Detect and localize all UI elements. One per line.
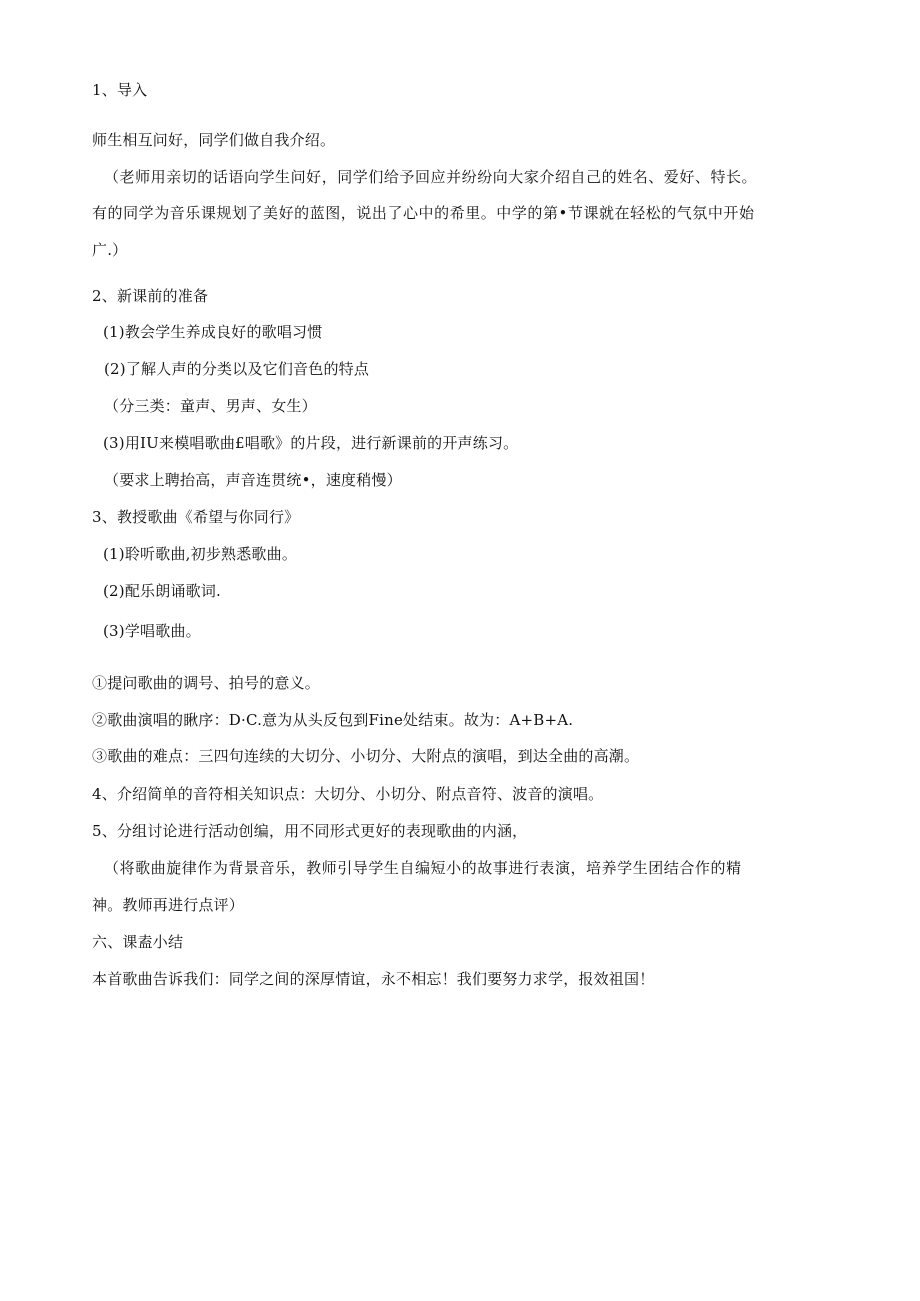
paragraph-teacher-note-line-2: 有的同学为音乐课规划了美好的蓝图，说出了心中的希里。中学的第•节课就在轻松的气氛中开始 <box>92 204 755 222</box>
list-item-recite-lyrics: (2)配乐朗诵歌词. <box>103 582 222 600</box>
section-heading-preparation: 2、新课前的准备 <box>92 287 209 305</box>
list-item-learn-singing: (3)学唱歌曲。 <box>103 622 201 640</box>
list-item-voice-classification: (2)了解人声的分类以及它们音色的特点 <box>104 360 370 378</box>
list-item-singing-habits: (1)教会学生养成良好的歌唱习惯 <box>103 323 323 341</box>
section-heading-teaching-song: 3、教授歌曲《希望与你同行》 <box>92 508 300 526</box>
note-three-voice-types: （分三类：童声、男声、女生） <box>104 397 317 415</box>
paragraph-summary: 本首歌曲告诉我们：同学之间的深厚情谊，永不相忘！我们要努力求学，报效祖国！ <box>92 970 655 988</box>
note-activity-line-1: （将歌曲旋律作为背景音乐，教师引导学生自编短小的故事进行表演，培养学生团结合作的精 <box>104 859 742 877</box>
section-heading-note-knowledge: 4、介绍简单的音符相关知识点：大切分、小切分、附点音符、波音的演唱。 <box>92 785 604 803</box>
note-warmup-requirements: （要求上聘抬高，声音连贯统•，速度稍慢） <box>104 471 402 489</box>
paragraph-teacher-note-line-1: （老师用亲切的话语向学生问好，同学们给予回应并纷纷向大家介绍自己的姓名、爱好、特长。 <box>104 168 758 186</box>
section-heading-summary: 六、课盍小结 <box>92 933 184 951</box>
section-heading-intro: 1、导入 <box>92 81 148 99</box>
list-item-listen-song: (1)聆听歌曲,初步熟悉歌曲。 <box>103 545 298 563</box>
note-activity-line-2: 神。教师再进行点评） <box>92 896 245 914</box>
section-heading-group-activity: 5、分组讨论进行活动创编，用不同形式更好的表现歌曲的内涵， <box>92 822 528 840</box>
paragraph-greeting: 师生相互问好，同学们做自我介绍。 <box>92 131 336 149</box>
list-item-warmup-practice: (3)用IU来模唱歌曲£唱歌》的片段，进行新课前的开声练习。 <box>103 434 519 452</box>
point-song-difficulties: ③歌曲的难点：三四句连续的大切分、小切分、大附点的演唱，到达全曲的高潮。 <box>92 747 640 765</box>
point-singing-order: ②歌曲演唱的瞅序：D·C.意为从头反包到Fine处结束。故为：A+B+A. <box>92 711 574 729</box>
point-key-and-meter: ①提问歌曲的调号、拍号的意义。 <box>92 674 321 692</box>
paragraph-teacher-note-line-3: 广.） <box>92 241 128 259</box>
